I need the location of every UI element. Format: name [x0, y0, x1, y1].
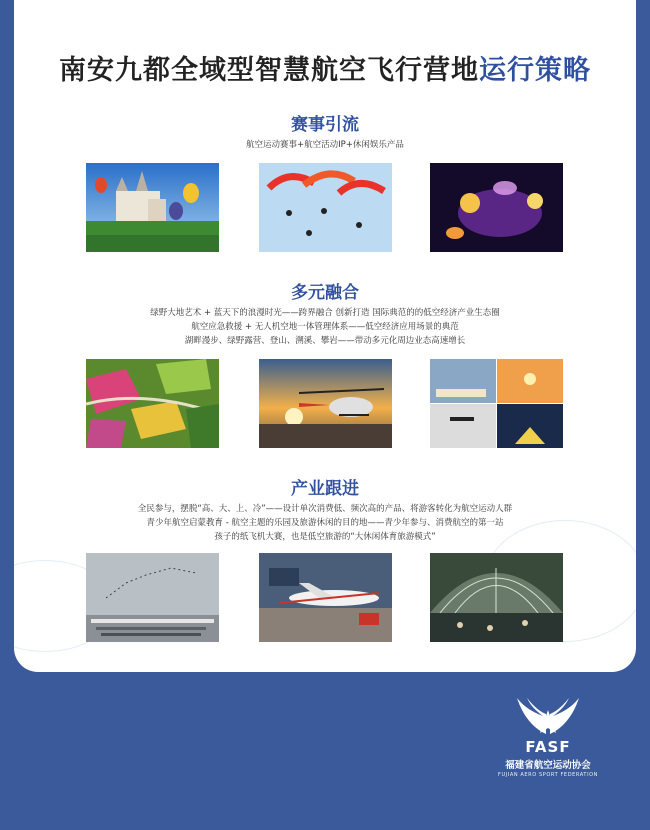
section-line: 青少年航空启蒙教育 - 航空主题的乐园及旅游休闲的目的地——青少年参与、消费航空的第一站 [146, 518, 504, 528]
section-line: 绿野大地艺术 + 蓝天下的浪漫时光——跨界融合 创新打造 国际典范的的低空经济产业生态圈 [150, 308, 500, 318]
logo-acronym: FASF [525, 738, 571, 756]
helicopter-sunset-photo [259, 359, 392, 448]
farmland-aerial-photo [86, 359, 219, 448]
section-line: 湖畔漫步、绿野露营、登山、溯溪、攀岩——带动多元化周边业态高速增长 [184, 336, 466, 346]
section-subtitle: 航空运动赛事+航空活动IP+休闲娱乐产品 [246, 140, 404, 150]
paragliders-sky-photo [259, 163, 392, 252]
aviation-museum-photo [259, 553, 392, 642]
section-line: 全民参与，摆脱“高、大、上、冷”——设计单次消费低、频次高的产品、将游客转化为航空运动人群 [137, 504, 513, 514]
page-title-accent: 运行策略 [479, 55, 591, 86]
dome-hall-crowd-photo [430, 553, 563, 642]
section-title-integration: 多元融合 [291, 283, 359, 303]
section-line: 孩子的纸飞机大赛，也是低空旅游的“大休闲体育旅游模式” [214, 532, 436, 542]
page-title-main: 南安九都全域型智慧航空飞行营地 [59, 55, 479, 86]
castle-hot-air-balloons-photo [86, 163, 219, 252]
winged-star-icon [513, 694, 583, 740]
section-title-events: 赛事引流 [291, 115, 359, 135]
fasf-logo [488, 694, 608, 794]
outdoor-leisure-collage-photo [430, 359, 563, 448]
section-line: 航空应急救援 + 无人机空地一体管理体系——低空经济应用场景的典范 [191, 322, 459, 332]
section-title-industry: 产业跟进 [291, 479, 359, 499]
logo-org-name-cn: 福建省航空运动协会 [505, 760, 591, 771]
logo-org-name-en: FUJIAN AERO SPORT FEDERATION [497, 772, 599, 778]
content-card [14, 0, 636, 672]
page-title [14, 48, 636, 87]
paper-plane-contest-photo [86, 553, 219, 642]
night-light-show-photo [430, 163, 563, 252]
